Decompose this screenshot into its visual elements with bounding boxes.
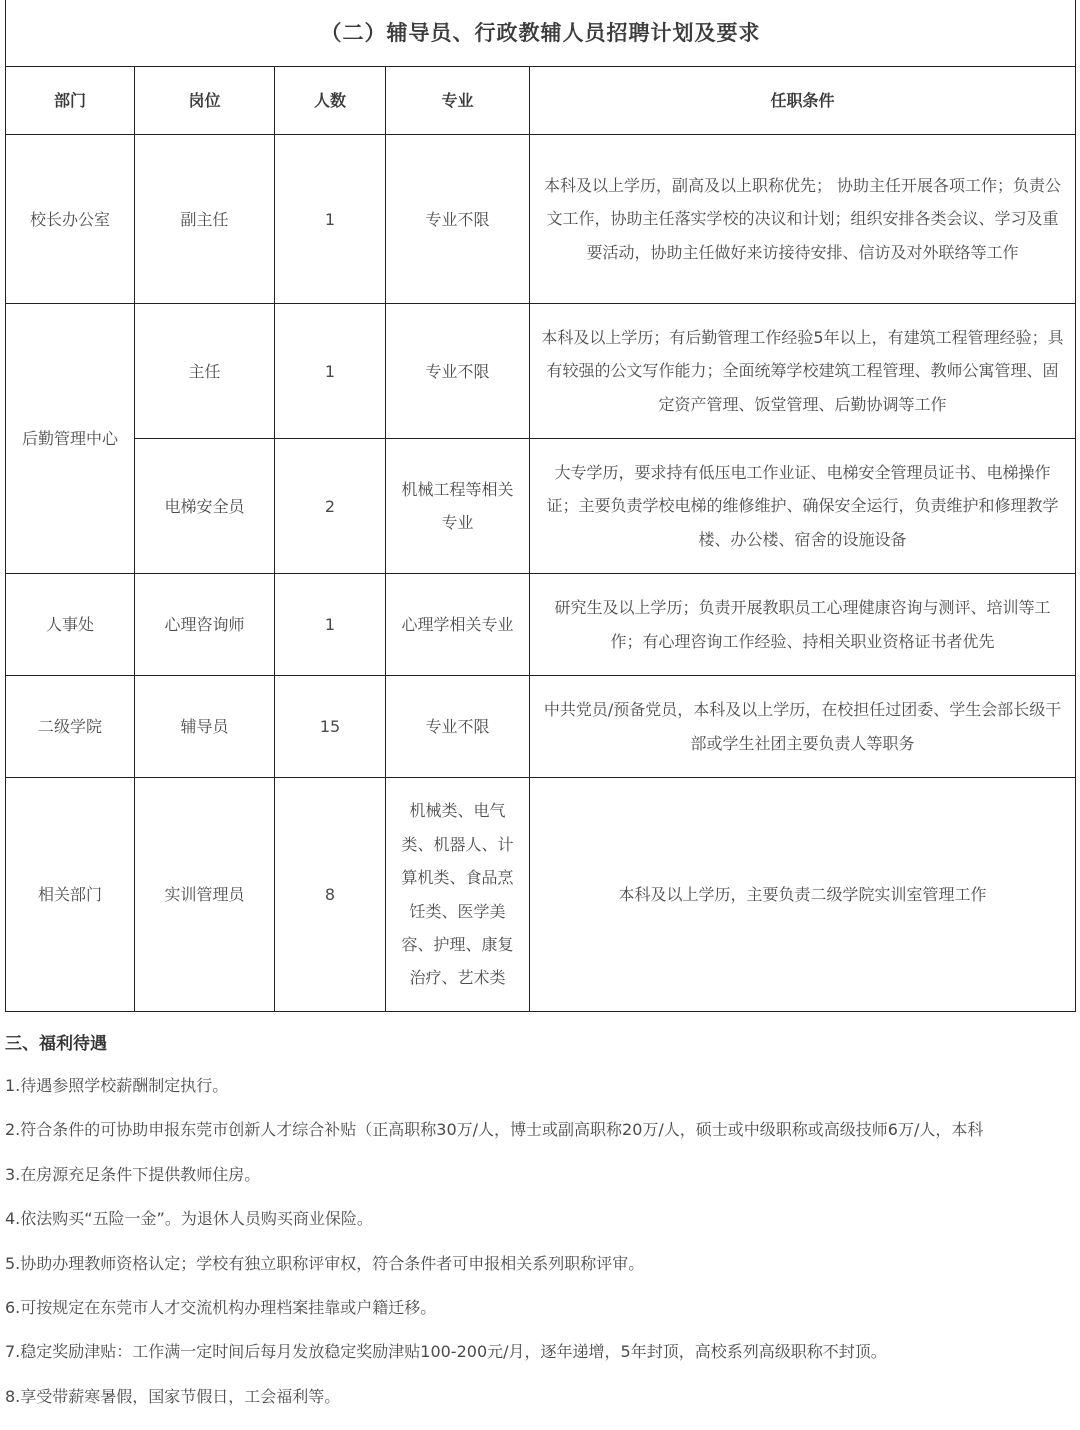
cell-major: 专业不限 xyxy=(386,676,530,778)
cell-count: 1 xyxy=(275,304,386,439)
welfare-item: 5.协助办理教师资格认定；学校有独立职称评审权，符合条件者可申报相关系列职称评审。 xyxy=(5,1253,645,1273)
cell-dept: 人事处 xyxy=(6,574,135,676)
cell-dept: 相关部门 xyxy=(6,778,135,1012)
welfare-item: 3.在房源充足条件下提供教师住房。 xyxy=(5,1164,261,1184)
table-row xyxy=(6,676,1076,778)
cell-count: 15 xyxy=(275,676,386,778)
welfare-heading: 三、福利待遇 xyxy=(5,1034,107,1054)
cell-position: 电梯安全员 xyxy=(135,439,275,574)
header-position: 岗位 xyxy=(135,67,275,135)
table-row xyxy=(6,304,1076,439)
cell-position: 实训管理员 xyxy=(135,778,275,1012)
cell-requirements: 本科及以上学历，主要负责二级学院实训室管理工作 xyxy=(530,778,1076,1012)
cell-major: 专业不限 xyxy=(386,304,530,439)
cell-requirements: 中共党员/预备党员，本科及以上学历，在校担任过团委、学生会部长级干部或学生社团主要负责人等职务 xyxy=(530,676,1076,778)
cell-dept: 后勤管理中心 xyxy=(6,304,135,574)
recruitment-plan-section xyxy=(5,0,1075,1012)
cell-position: 主任 xyxy=(135,304,275,439)
cell-major: 专业不限 xyxy=(386,135,530,304)
table-title: （二）辅导员、行政教辅人员招聘计划及要求 xyxy=(6,0,1076,67)
table-row xyxy=(6,439,1076,574)
cell-position: 心理咨询师 xyxy=(135,574,275,676)
welfare-section xyxy=(5,1024,1080,1419)
table-row xyxy=(6,778,1076,1012)
header-dept: 部门 xyxy=(6,67,135,135)
welfare-item: 1.待遇参照学校薪酬制定执行。 xyxy=(5,1076,229,1095)
welfare-item: 4.依法购买“五险一金”。为退休人员购买商业保险。 xyxy=(5,1209,373,1229)
cell-requirements: 研究生及以上学历；负责开展教职员工心理健康咨询与测评、培训等工作；有心理咨询工作经验、持相关职业资格证书者优先 xyxy=(530,574,1076,676)
cell-requirements: 大专学历，要求持有低压电工作业证、电梯安全管理员证书、电梯操作证；主要负责学校电梯的维修维护、确保安全运行，负责维护和修理教学楼、办公楼、宿舍的设施设备 xyxy=(530,439,1076,574)
recruitment-plan-table xyxy=(5,0,1076,1012)
cell-count: 8 xyxy=(275,778,386,1012)
cell-requirements: 本科及以上学历；有后勤管理工作经验5年以上，有建筑工程管理经验；具有较强的公文写作能力；全面统筹学校建筑工程管理、教师公寓管理、固定资产管理、饭堂管理、后勤协调等工作 xyxy=(530,304,1076,439)
table-header-row xyxy=(6,67,1076,135)
table-row xyxy=(6,135,1076,304)
welfare-item: 6.可按规定在东莞市人才交流机构办理档案挂靠或户籍迁移。 xyxy=(5,1297,437,1317)
cell-major: 机械工程等相关专业 xyxy=(386,439,530,574)
table-title-row xyxy=(6,0,1076,67)
header-requirements: 任职条件 xyxy=(530,67,1076,135)
welfare-item: 7.稳定奖励津贴：工作满一定时间后每月发放稳定奖励津贴100-200元/月，逐年递增，5年封顶，高校系列高级职称不封顶。 xyxy=(5,1342,887,1362)
cell-requirements: 本科及以上学历，副高及以上职称优先； 协助主任开展各项工作；负责公文工作，协助主任落实学校的决议和计划；组织安排各类会议、学习及重要活动，协助主任做好来访接待安排、信访及对外联络等工作 xyxy=(530,135,1076,304)
cell-dept: 二级学院 xyxy=(6,676,135,778)
header-major: 专业 xyxy=(386,67,530,135)
cell-major: 心理学相关专业 xyxy=(386,574,530,676)
welfare-item: 2.符合条件的可协助申报东莞市创新人才综合补贴（正高职称30万/人，博士或副高职称20万/人，硕士或中级职称或高级技师6万/人，本科 xyxy=(5,1120,984,1140)
cell-count: 1 xyxy=(275,574,386,676)
cell-position: 辅导员 xyxy=(135,676,275,778)
cell-position: 副主任 xyxy=(135,135,275,304)
cell-count: 1 xyxy=(275,135,386,304)
cell-major: 机械类、电气类、机器人、计算机类、食品烹饪类、医学美容、护理、康复治疗、艺术类 xyxy=(386,778,530,1012)
welfare-item: 8.享受带薪寒暑假，国家节假日，工会福利等。 xyxy=(5,1386,341,1406)
cell-dept: 校长办公室 xyxy=(6,135,135,304)
cell-count: 2 xyxy=(275,439,386,574)
table-row xyxy=(6,574,1076,676)
header-count: 人数 xyxy=(275,67,386,135)
